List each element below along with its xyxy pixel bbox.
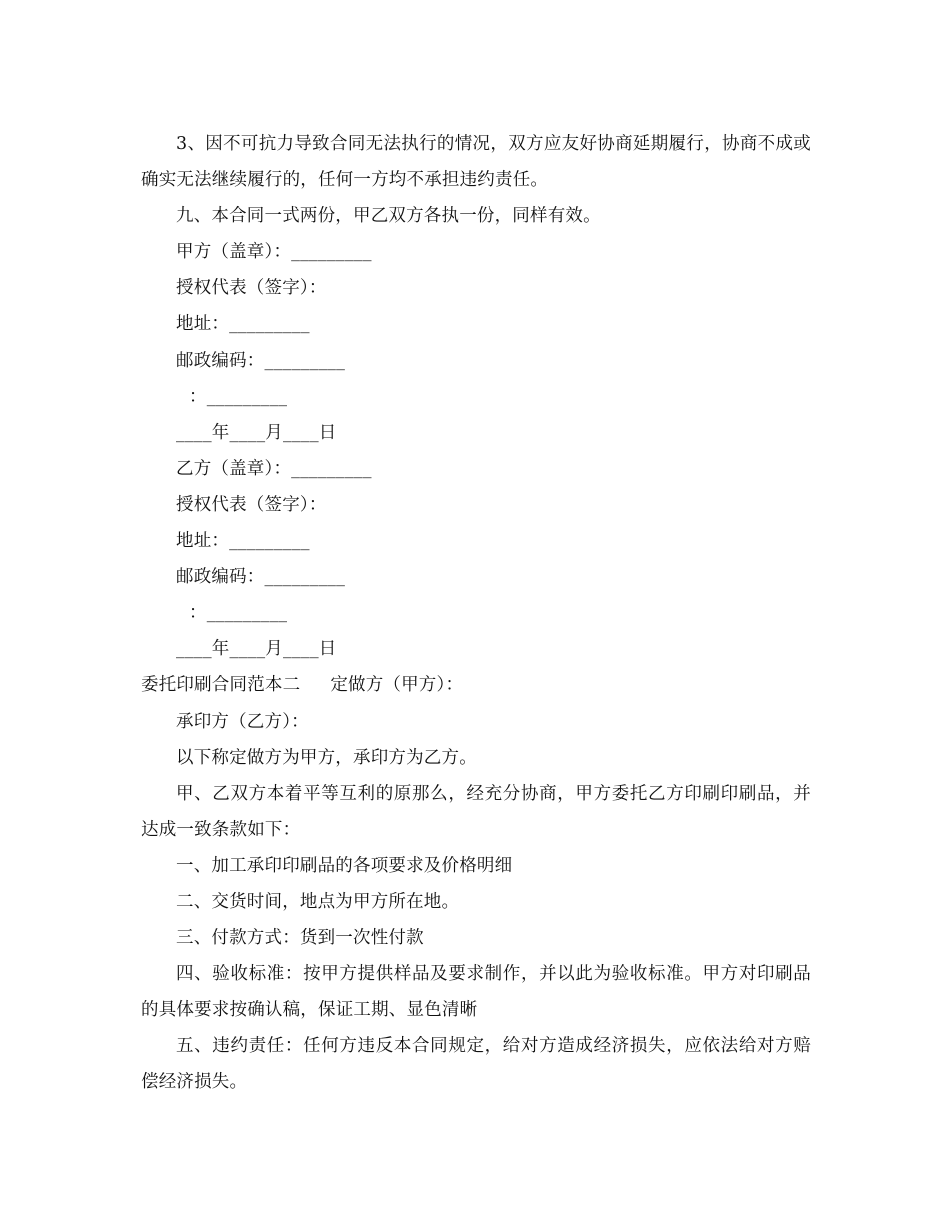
clause-four: 四、验收标准：按甲方提供样品及要求制作，并以此为验收标准。甲方对印刷品的具体要求按确认稿，保证工期、显色清晰 [141, 964, 811, 1021]
clause-nine: 九、本合同一式两份，甲乙双方各执一份，同样有效。 [176, 206, 601, 227]
party-a-seal: 甲方（盖章）：_________ [176, 242, 372, 263]
party-a-address: 地址：_________ [176, 314, 310, 335]
clause-five: 五、违约责任：任何方违反本合同规定，给对方造成经济损失，应依法给对方赔偿经济损失。 [141, 1036, 811, 1093]
party-a-postcode: 邮政编码：_________ [176, 350, 346, 371]
clause-force-majeure: 3、因不可抗力导致合同无法执行的情况，双方应友好协商延期履行，协商不成或确实无法继续履行的，任何一方均不承担违约责任。 [141, 134, 811, 191]
party-a-blank-field: ：_________ [189, 386, 288, 407]
clause-two: 二、交货时间，地点为甲方所在地。 [176, 891, 460, 912]
template-title: 委托印刷合同范本二 [141, 675, 301, 696]
party-a-date: ____年____月____日 [176, 422, 337, 443]
printing-party: 承印方（乙方）： [176, 711, 309, 732]
clause-three: 三、付款方式：货到一次性付款 [176, 928, 424, 949]
party-b-postcode: 邮政编码：_________ [176, 567, 346, 588]
party-b-date: ____年____月____日 [176, 639, 337, 660]
party-definitions: 以下称定做方为甲方，承印方为乙方。 [176, 747, 477, 768]
party-b-blank-field: ：_________ [189, 603, 288, 624]
agreement-intro: 甲、乙双方本着平等互利的原那么，经充分协商，甲方委托乙方印刷印刷品，并达成一致条款如下： [141, 783, 811, 840]
party-b-representative: 授权代表（签字）： [176, 494, 327, 515]
party-b-seal: 乙方（盖章）：_________ [176, 458, 372, 479]
document-body [141, 126, 811, 1101]
clause-one: 一、加工承印印刷品的各项要求及价格明细 [176, 855, 513, 876]
second-template-heading [141, 667, 811, 703]
ordering-party: 定做方（甲方）： [330, 675, 464, 696]
party-b-address: 地址：_________ [176, 531, 310, 552]
party-a-representative: 授权代表（签字）： [176, 278, 327, 299]
